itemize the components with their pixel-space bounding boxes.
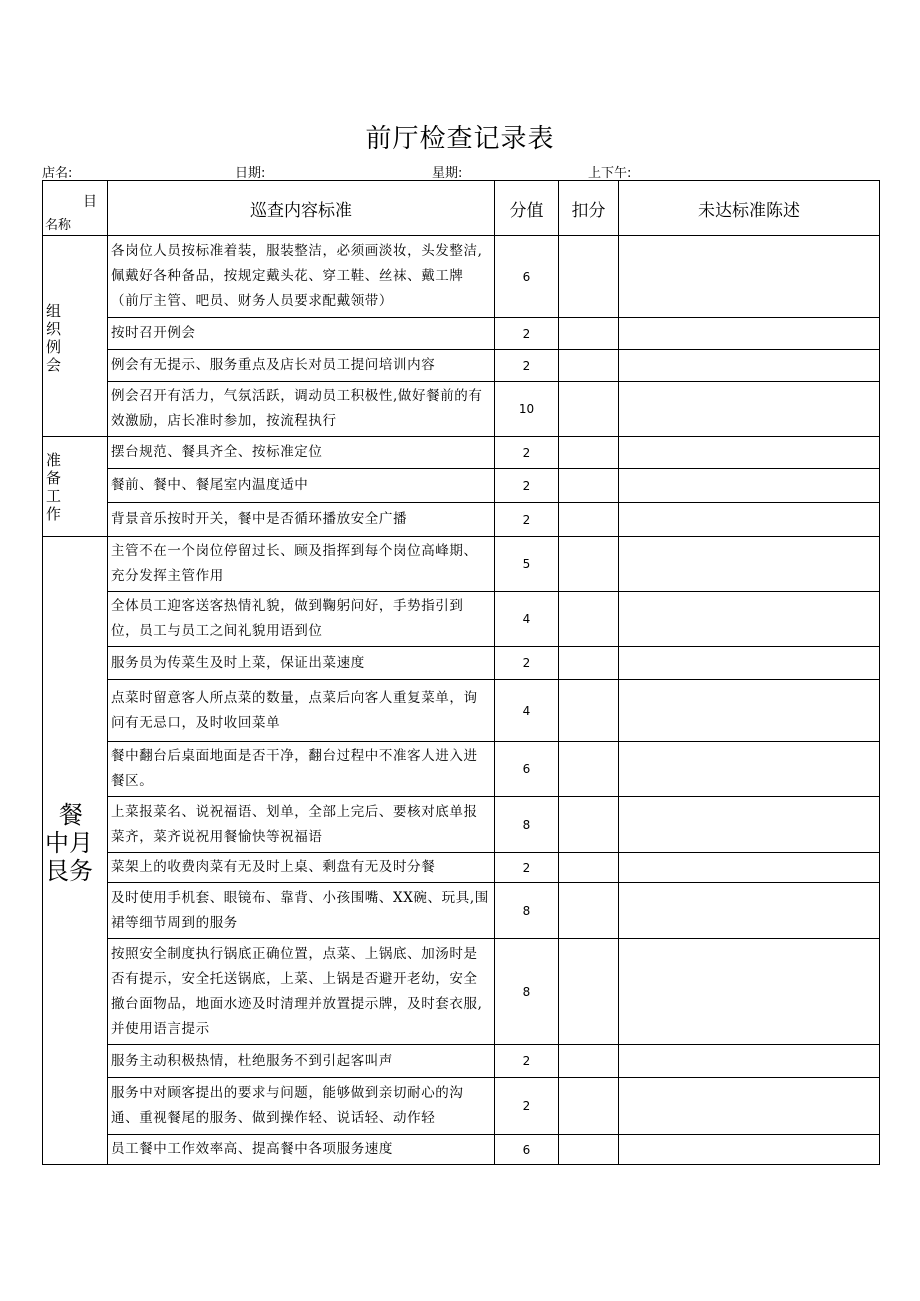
remark-cell[interactable]: [619, 1045, 880, 1078]
score-cell: 2: [495, 1045, 559, 1078]
score-cell: 4: [495, 592, 559, 647]
deduct-cell[interactable]: [559, 883, 619, 939]
content-cell: 服务中对顾客提出的要求与问题，能够做到亲切耐心的沟通、重视餐尾的服务、做到操作轻、说话轻、动作轻: [108, 1078, 495, 1135]
table-header-row: [43, 181, 880, 236]
remark-cell[interactable]: [619, 503, 880, 537]
content-cell: 全体员工迎客送客热情礼貌，做到鞠躬问好，手势指引到位，员工与员工之间礼貌用语到位: [108, 592, 495, 647]
header-content: 巡查内容标准: [108, 181, 495, 236]
table-row: [43, 797, 880, 853]
remark-cell[interactable]: [619, 350, 880, 382]
ampm-label: 上下午:: [588, 166, 632, 181]
content-cell: 主管不在一个岗位停留过长、顾及指挥到每个岗位高峰期、充分发挥主管作用: [108, 537, 495, 592]
weekday-label: 星期:: [432, 166, 463, 181]
content-cell: 例会召开有活力，气氛活跃，调动员工积极性,做好餐前的有效激励，店长准时参加，按流程执行: [108, 382, 495, 437]
table-row: [43, 318, 880, 350]
score-cell: 8: [495, 939, 559, 1045]
remark-cell[interactable]: [619, 382, 880, 437]
table-row: [43, 537, 880, 592]
table-row: [43, 236, 880, 318]
remark-cell[interactable]: [619, 537, 880, 592]
score-cell: 8: [495, 797, 559, 853]
content-cell: 服务员为传菜生及时上菜，保证出菜速度: [108, 647, 495, 680]
table-row: [43, 350, 880, 382]
score-cell: 2: [495, 437, 559, 469]
content-cell: 菜架上的收费肉菜有无及时上桌、剩盘有无及时分餐: [108, 853, 495, 883]
store-name-label: 店名:: [42, 166, 73, 181]
content-cell: 各岗位人员按标准着装，服装整洁，必须画淡妆，头发整洁,佩戴好各种备品，按规定戴头花、穿工鞋、丝袜、戴工牌（前厅主管、吧员、财务人员要求配戴领带）: [108, 236, 495, 318]
content-cell: 例会有无提示、服务重点及店长对员工提问培训内容: [108, 350, 495, 382]
content-cell: 餐前、餐中、餐尾室内温度适中: [108, 469, 495, 503]
deduct-cell[interactable]: [559, 503, 619, 537]
content-cell: 服务主动积极热情，杜绝服务不到引起客叫声: [108, 1045, 495, 1078]
header-score: 分值: [495, 181, 559, 236]
table-row: [43, 647, 880, 680]
table-row: [43, 853, 880, 883]
header-remark: 未达标准陈述: [619, 181, 880, 236]
deduct-cell[interactable]: [559, 1078, 619, 1135]
content-cell: 背景音乐按时开关，餐中是否循环播放安全广播: [108, 503, 495, 537]
remark-cell[interactable]: [619, 853, 880, 883]
date-label: 日期:: [235, 166, 266, 181]
category-label-large: [43, 801, 107, 885]
category-cell-meeting: [43, 236, 108, 437]
deduct-cell[interactable]: [559, 853, 619, 883]
score-cell: 5: [495, 537, 559, 592]
header-corner-top: 目: [83, 194, 97, 210]
remark-cell[interactable]: [619, 236, 880, 318]
category-label-line: 中月: [45, 829, 93, 857]
deduct-cell[interactable]: [559, 437, 619, 469]
page-title: 前厅检查记录表: [365, 124, 555, 154]
remark-cell[interactable]: [619, 680, 880, 742]
table-row: [43, 1045, 880, 1078]
deduct-cell[interactable]: [559, 350, 619, 382]
content-cell: 摆台规范、餐具齐全、按标准定位: [108, 437, 495, 469]
deduct-cell[interactable]: [559, 680, 619, 742]
remark-cell[interactable]: [619, 469, 880, 503]
content-cell: 及时使用手机套、眼镜布、靠背、小孩围嘴、XX碗、玩具,围裙等细节周到的服务: [108, 883, 495, 939]
table-row: [43, 1078, 880, 1135]
score-cell: 2: [495, 350, 559, 382]
inspection-table: [42, 180, 880, 1165]
table-row: [43, 437, 880, 469]
category-label: 组织例会: [46, 302, 62, 374]
deduct-cell[interactable]: [559, 647, 619, 680]
score-cell: 2: [495, 318, 559, 350]
score-cell: 2: [495, 503, 559, 537]
category-cell-service: [43, 537, 108, 1165]
table-row: [43, 939, 880, 1045]
score-cell: 6: [495, 236, 559, 318]
score-cell: 2: [495, 1078, 559, 1135]
remark-cell[interactable]: [619, 742, 880, 797]
deduct-cell[interactable]: [559, 382, 619, 437]
table-row: [43, 680, 880, 742]
header-corner-bottom: 名称: [45, 218, 72, 233]
remark-cell[interactable]: [619, 1078, 880, 1135]
deduct-cell[interactable]: [559, 742, 619, 797]
remark-cell[interactable]: [619, 437, 880, 469]
remark-cell[interactable]: [619, 797, 880, 853]
table-row: [43, 382, 880, 437]
table-row: [43, 1135, 880, 1165]
content-cell: 员工餐中工作效率高、提高餐中各项服务速度: [108, 1135, 495, 1165]
score-cell: 6: [495, 742, 559, 797]
category-label-line: 艮务: [45, 857, 93, 885]
category-label-line: 餐: [59, 801, 83, 829]
table-row: [43, 469, 880, 503]
header-corner-cell: [43, 181, 108, 236]
deduct-cell[interactable]: [559, 1045, 619, 1078]
content-cell: 上菜报菜名、说祝福语、划单，全部上完后、要核对底单报菜齐，菜齐说祝用餐愉快等祝福语: [108, 797, 495, 853]
remark-cell[interactable]: [619, 883, 880, 939]
score-cell: 2: [495, 853, 559, 883]
remark-cell[interactable]: [619, 939, 880, 1045]
deduct-cell[interactable]: [559, 537, 619, 592]
deduct-cell[interactable]: [559, 797, 619, 853]
remark-cell[interactable]: [619, 592, 880, 647]
score-cell: 6: [495, 1135, 559, 1165]
score-cell: 8: [495, 883, 559, 939]
content-cell: 按时召开例会: [108, 318, 495, 350]
category-label: 准备工作: [46, 451, 62, 523]
score-cell: 2: [495, 469, 559, 503]
table-row: [43, 503, 880, 537]
score-cell: 4: [495, 680, 559, 742]
remark-cell[interactable]: [619, 1135, 880, 1165]
table-row: [43, 592, 880, 647]
header-deduct: 扣分: [559, 181, 619, 236]
deduct-cell[interactable]: [559, 236, 619, 318]
table-row: [43, 883, 880, 939]
remark-cell[interactable]: [619, 647, 880, 680]
content-cell: 餐中翻台后桌面地面是否干净，翻台过程中不准客人进入进餐区。: [108, 742, 495, 797]
table-row: [43, 742, 880, 797]
content-cell: 点菜时留意客人所点菜的数量，点菜后向客人重复菜单，询问有无忌口，及时收回菜单: [108, 680, 495, 742]
deduct-cell[interactable]: [559, 318, 619, 350]
deduct-cell[interactable]: [559, 592, 619, 647]
deduct-cell[interactable]: [559, 469, 619, 503]
content-cell: 按照安全制度执行锅底正确位置，点菜、上锅底、加汤时是否有提示，安全托送锅底，上菜、上锅是否避开老幼，安全撤台面物品，地面水迹及时清理并放置提示牌，及时套衣服,并使用语言提示: [108, 939, 495, 1045]
score-cell: 2: [495, 647, 559, 680]
remark-cell[interactable]: [619, 318, 880, 350]
score-cell: 10: [495, 382, 559, 437]
deduct-cell[interactable]: [559, 939, 619, 1045]
deduct-cell[interactable]: [559, 1135, 619, 1165]
category-cell-preparation: [43, 437, 108, 537]
